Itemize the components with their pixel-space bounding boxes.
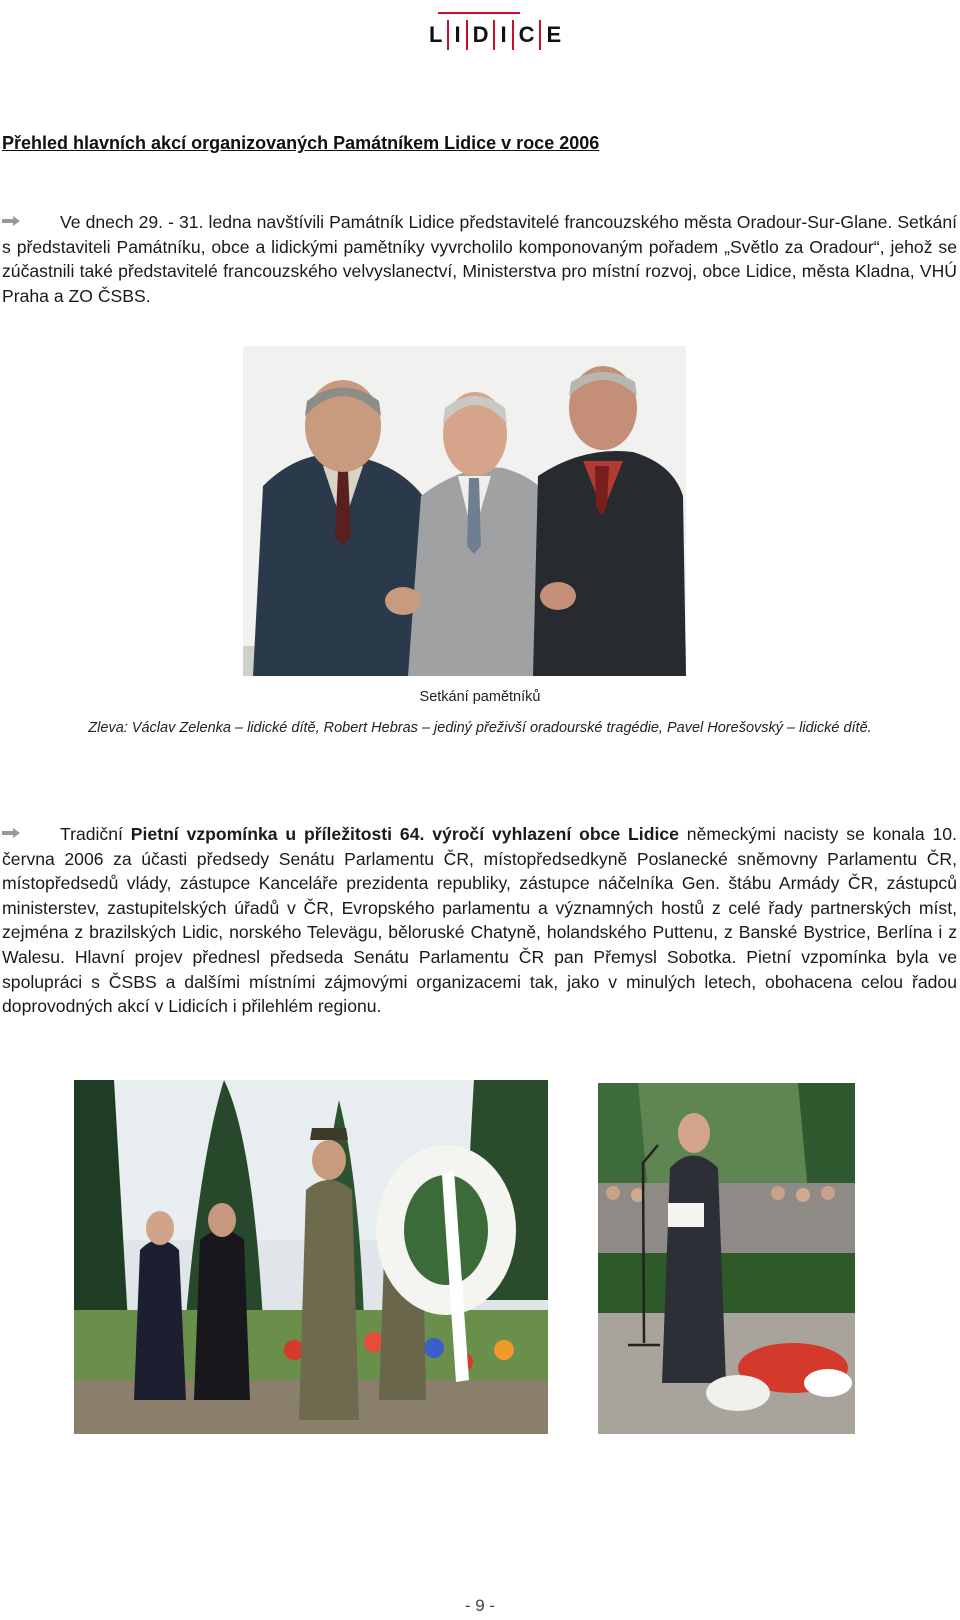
paragraph-oradour-text: Ve dnech 29. - 31. ledna navštívili Památník Lidice představitelé francouzského města Oradour-Sur-Glane. Setkání s představiteli Památníku, obce a lidickými pamětníky vyvrcholilo komponovaným pořadem „Světlo za Oradour“, jehož se zúčastnili také představitelé francouzského velvyslanectví, Ministerstva pro místní rozvoj, obce Lidice, města Kladna, VHÚ Praha a ZO ČSBS.: [2, 212, 957, 306]
paragraph-oradour: [2, 210, 957, 308]
logo-letter: L: [429, 22, 443, 47]
pointer-hand-icon: [2, 216, 20, 226]
paragraph-commemoration: [2, 822, 957, 1019]
logo-letter: E: [546, 22, 562, 47]
lidice-logo: [424, 6, 562, 68]
paragraph-commemoration-text: německými nacisty se konala 10. června 2006 za účasti předsedy Senátu Parlamentu ČR, místopředsedkyně Poslanecké sněmovny Parlamentu ČR, místopředsedů vlády, zástupce Kanceláře prezidenta republiky, zástupce náčelníka Gen. štábu Armády ČR, zástupců ministerstev, zastupitelských úřadů v ČR, Evropského parlamentu a významných hostů z celé řady partnerských míst, zejména z brazilských Lidic, norského Televägu, běloruské Chatyně, holandského Puttenu, z Banské Bystrice, Berlína i z Walesu. Hlavní projev přednesl předseda Senátu Parlamentu ČR pan Přemysl Sobotka. Pietní vzpomínka byla ve spolupráci s ČSBS a dalšími místními zájmovými organizacemi tak, jako v minulých letech, obohacena celou řadou doprovodných akcí v Lidicích i přilehlém regionu.: [2, 824, 957, 1017]
photo-speaker: [598, 1083, 855, 1434]
page-title: Přehled hlavních akcí organizovaných Památníkem Lidice v roce 2006: [2, 133, 600, 153]
photo-wreath-ceremony: [74, 1080, 548, 1434]
logo-letters: [424, 20, 566, 50]
logo-top-line: [438, 12, 520, 14]
photo-caption-description: Zleva: Václav Zelenka – lidické dítě, Robert Hebras – jediný přeživší oradourské tragédie, Pavel Horešovský – lidické dítě.: [88, 720, 872, 736]
paragraph-commemoration-intro: Tradiční: [60, 824, 131, 844]
page-number: - 9 -: [464, 1596, 496, 1615]
logo-letter: I: [500, 22, 507, 47]
photo-memorial-meeting: [243, 346, 686, 676]
logo-letter: I: [454, 22, 461, 47]
photo-caption-title: Setkání pamětníků: [419, 689, 541, 705]
pointer-hand-icon: [2, 828, 20, 838]
paragraph-commemoration-bold: Pietní vzpomínka u příležitosti 64. výročí vyhlazení obce Lidice: [130, 824, 679, 844]
logo-letter: C: [518, 22, 535, 47]
logo-letter: D: [472, 22, 489, 47]
